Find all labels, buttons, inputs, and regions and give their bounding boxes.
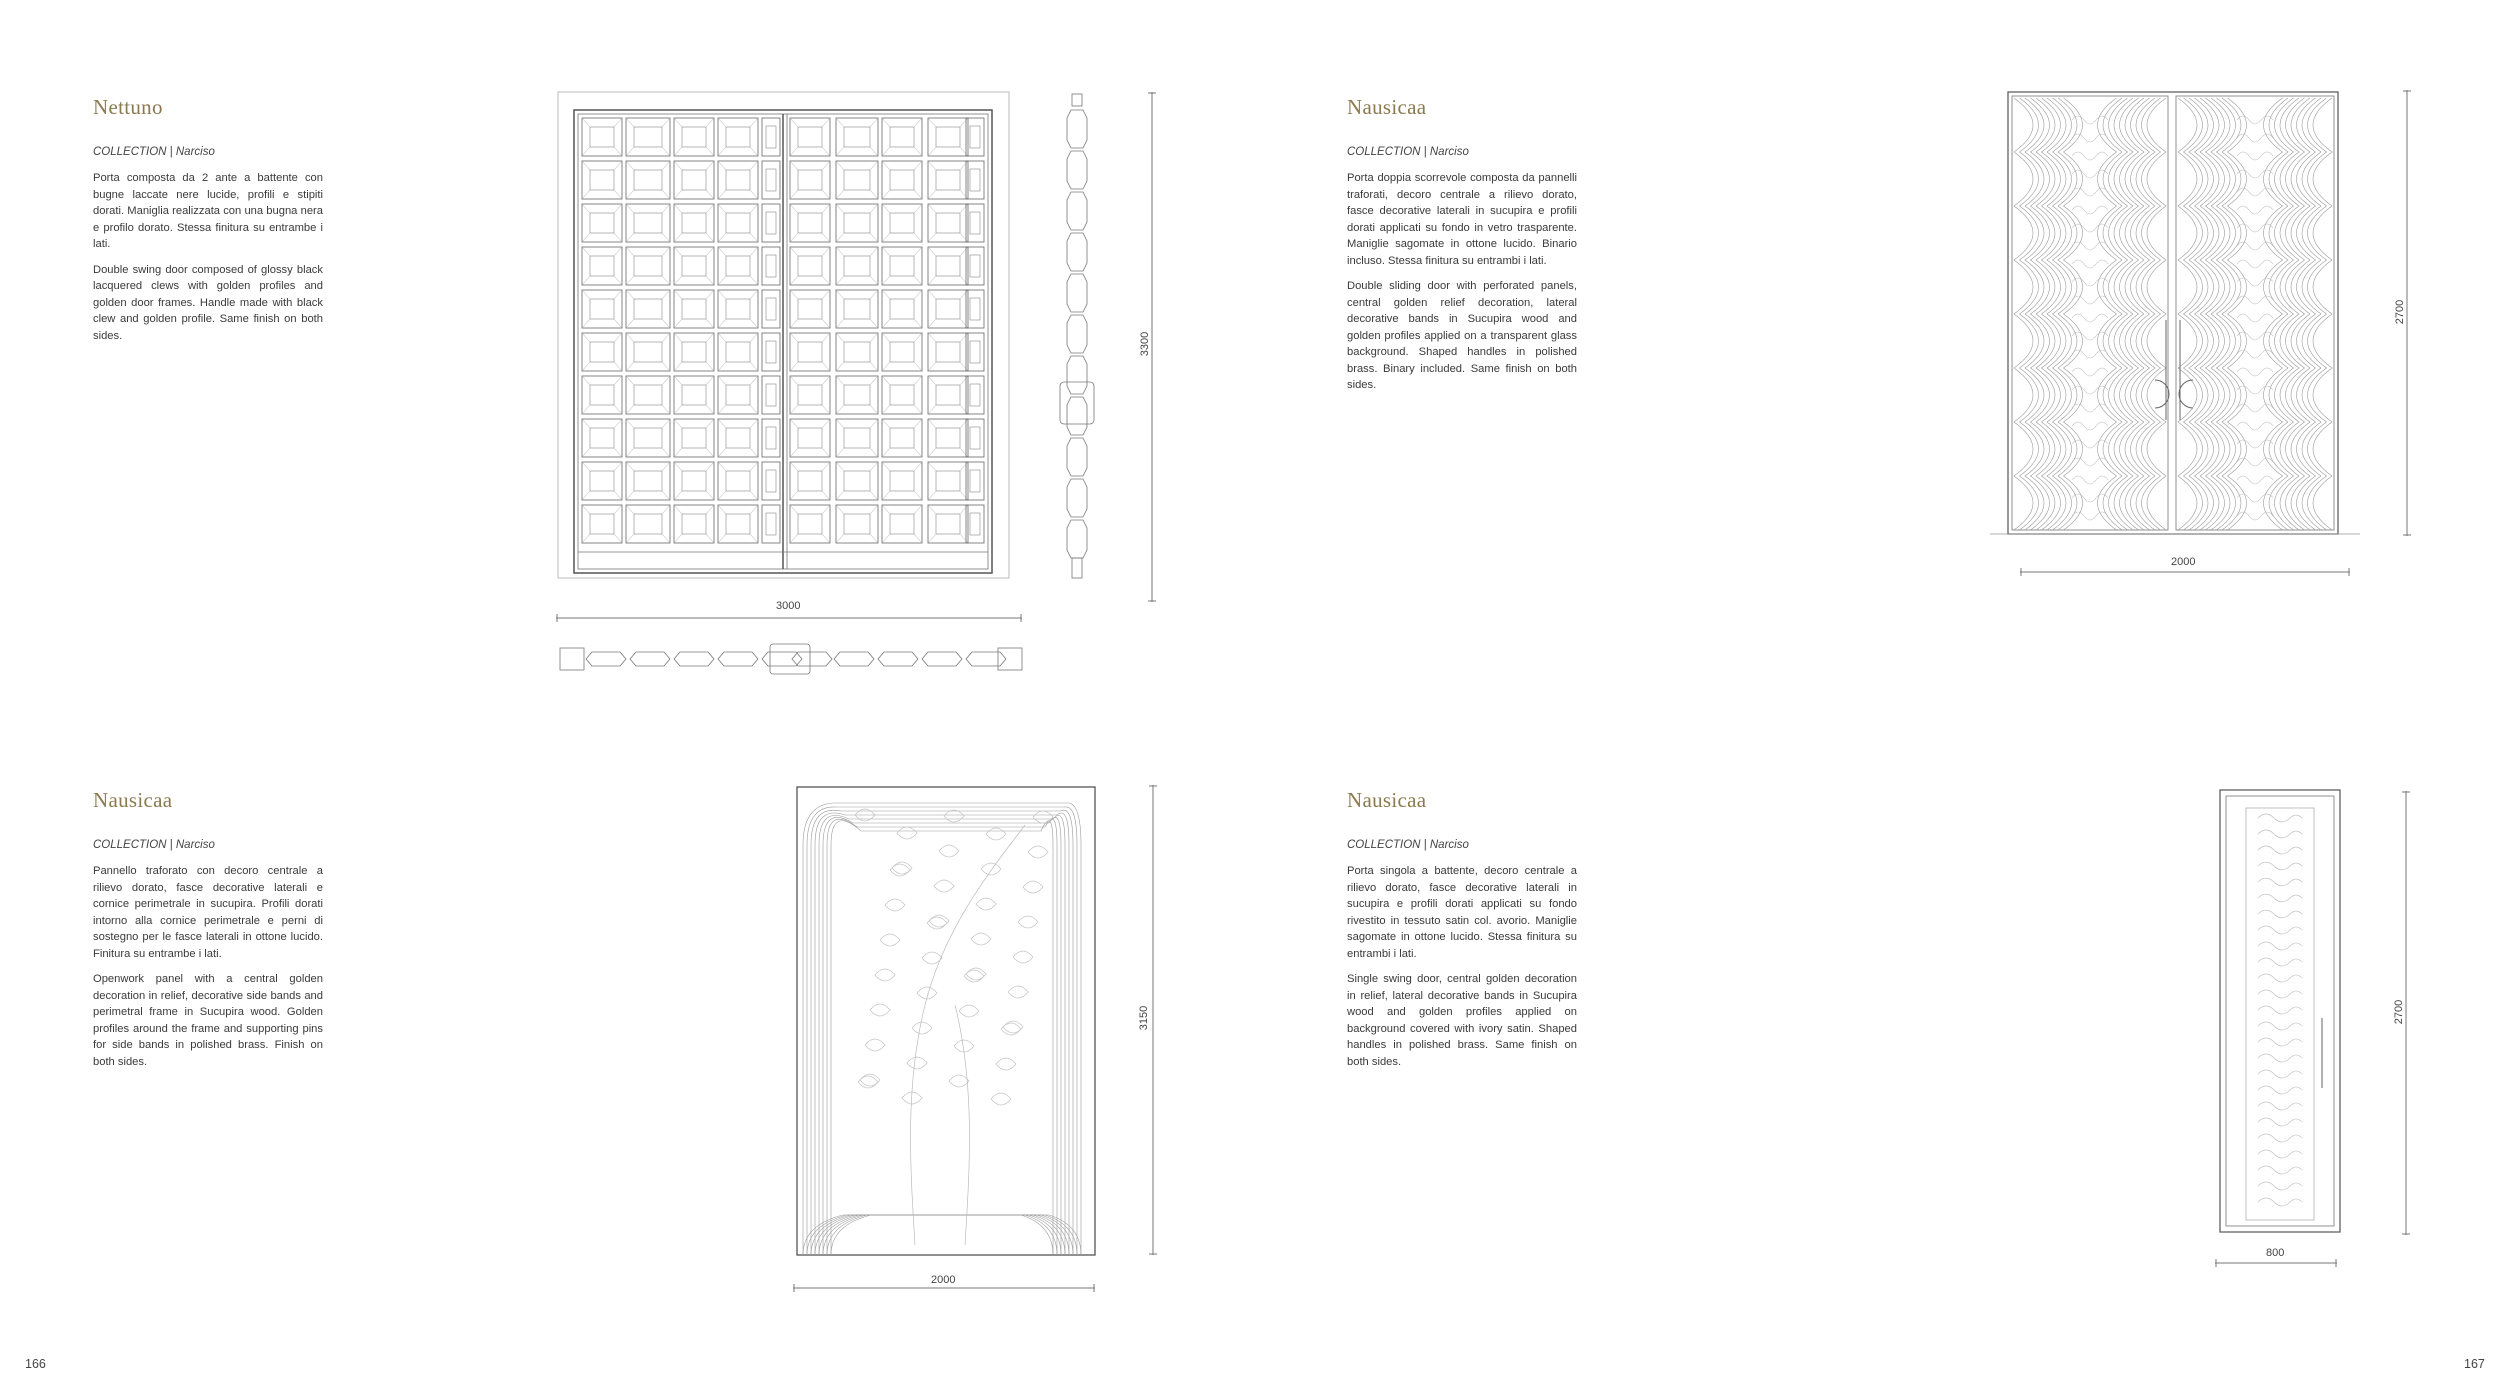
nausicaa-sliding-svg <box>1990 90 2360 538</box>
nausicaa-sliding-drawing <box>1990 90 2360 538</box>
description-english: Double sliding door with perforated panels, central golden relief decoration, lateral decorative bands in Sucupira wood and golden profiles applied on a transparent glass background. Shaped handles in polished brass. Binary included. Same finish on both sides. <box>1347 280 1577 391</box>
nausicaa-single-svg <box>2218 788 2342 1234</box>
section-nausicaa-sliding <box>1347 95 1577 403</box>
description-italian: Porta singola a battente, decoro centrale a rilievo dorato, fasce decorative laterali in sucupira e profili dorati applicati su fondo rivestito in tessuto satin col. avorio. Maniglie sagomate in ottone lucido. Stessa finitura su entrambi i lati. <box>1347 865 1577 960</box>
nausicaa-single-width-line <box>2215 1259 2337 1267</box>
nettuno-side-drawing <box>1056 92 1096 582</box>
collection-label: COLLECTION | Narciso <box>1347 839 1469 851</box>
section-nausicaa-single <box>1347 788 1577 1079</box>
collection-label: COLLECTION | Narciso <box>93 146 215 158</box>
description-english: Openwork panel with a central golden decoration in relief, decorative side bands and perimetral frame in Sucupira wood. Golden profiles around the frame and supporting pins for side bands in polished brass. Finish on both sides. <box>93 973 323 1068</box>
nettuno-side-svg <box>1056 92 1096 582</box>
product-title: Nausicaa <box>93 788 173 812</box>
description-italian: Porta doppia scorrevole composta da pannelli traforati, decoro centrale a rilievo dorato, fasce decorative laterali in sucupira e profili dorati applicati su fondo in vetro trasparente. Maniglie sagomate in ottone lucido. Binario incluso. Stessa finitura su entrambi i lati. <box>1347 172 1577 267</box>
nausicaa-single-drawing <box>2218 788 2342 1234</box>
nettuno-width-label: 3000 <box>776 600 801 612</box>
nausicaa-single-height-label: 2700 <box>2393 999 2405 1025</box>
description-italian: Pannello traforato con decoro centrale a rilievo dorato, fasce decorative laterali e cornice perimetrale in sucupira. Profili dorati intorno alla cornice perimetrale e perni di sostegno per le fasce laterali in ottone lucido. Finitura su entrambe i lati. <box>93 865 323 960</box>
nettuno-door-svg <box>556 90 1011 580</box>
nausicaa-panel-height-label: 3150 <box>1138 1005 1150 1031</box>
section-nausicaa-panel <box>93 788 323 1079</box>
nettuno-front-drawing <box>556 90 1011 580</box>
section-nettuno <box>93 95 323 353</box>
nausicaa-sliding-height-label: 2700 <box>2394 299 2406 325</box>
product-title: Nausicaa <box>1347 95 1427 119</box>
nausicaa-sliding-width-label: 2000 <box>2171 556 2196 568</box>
nettuno-height-label: 3300 <box>1139 331 1151 357</box>
product-title: Nausicaa <box>1347 788 1427 812</box>
nettuno-top-drawing <box>556 642 1026 676</box>
description-english: Single swing door, central golden decoration in relief, lateral decorative bands in Sucupira wood and golden profiles applied on background covered with ivory satin. Shaped handles in polished brass. Same finish on both sides. <box>1347 973 1577 1068</box>
nausicaa-panel-drawing <box>795 785 1097 1257</box>
page-number-left: 166 <box>25 1357 46 1371</box>
product-title: Nettuno <box>93 95 163 119</box>
description-english: Double swing door composed of glossy black lacquered clews with golden profiles and golden door frames. Handle made with black clew and golden profile. Same finish on both sides. <box>93 263 323 342</box>
nausicaa-single-width-label: 800 <box>2266 1247 2285 1259</box>
collection-label: COLLECTION | Narciso <box>1347 146 1469 158</box>
nausicaa-panel-svg <box>795 785 1097 1257</box>
description-italian: Porta composta da 2 ante a battente con bugne laccate nere lucide, profili e stipiti dorati. Maniglia realizzata con una bugna nera e profilo dorato. Stessa finitura su entrambe i lati. <box>93 172 323 250</box>
nausicaa-sliding-width-line <box>2020 568 2350 576</box>
nausicaa-panel-width-label: 2000 <box>931 1274 956 1286</box>
page-number-right: 167 <box>2464 1357 2485 1371</box>
collection-label: COLLECTION | Narciso <box>93 839 215 851</box>
nettuno-width-line <box>556 614 1022 622</box>
nausicaa-panel-height-line <box>1149 785 1157 1255</box>
nettuno-top-svg <box>556 642 1026 676</box>
